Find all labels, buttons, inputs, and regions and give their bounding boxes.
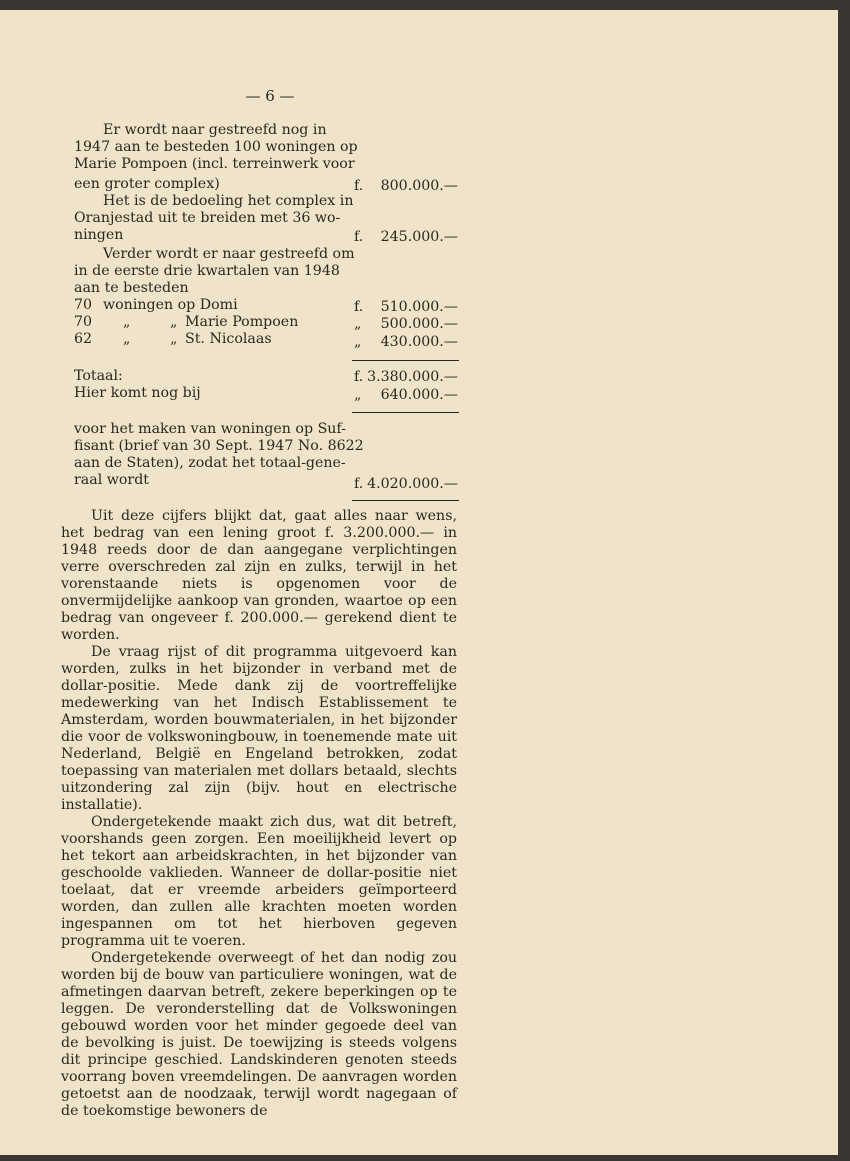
suffisant-line: voor het maken van woningen op Suf- — [74, 421, 346, 437]
ditto-mark: „ — [170, 331, 178, 347]
suffisant-line: aan de Staten), zodat het totaal-gene- — [74, 455, 346, 471]
currency-mark: f. — [354, 229, 364, 245]
ditto-mark: „ — [123, 314, 131, 330]
intro-line: Verder wordt er naar gestreefd om — [103, 246, 355, 262]
schedule-count: 70 — [74, 297, 93, 313]
intro-line: 1947 aan te besteden 100 woningen op — [74, 139, 358, 155]
extra-amount: 640.000.— — [380, 387, 458, 403]
amount: 430.000.— — [380, 334, 458, 350]
schedule-count: 70 — [74, 314, 93, 330]
totaal-amount: 3.380.000.— — [367, 369, 458, 385]
currency-mark: „ — [354, 387, 362, 403]
suffisant-line: fisant (brief van 30 Sept. 1947 No. 8622 — [74, 438, 364, 454]
intro-line: in de eerste drie kwartalen van 1948 — [74, 263, 340, 279]
sum-rule — [352, 500, 459, 501]
totaal-label: Totaal: — [74, 368, 123, 384]
paragraph: De vraag rijst of dit programma uitgevoerd kan worden, zulks in het bijzonder in verband met de dollar-positie. Mede dank zij de voortreffelijke medewerking van het Indisch Establissement te Amsterdam, worden bouwmaterialen, in het bijzonder die voor de volkswoningbouw, in toenemende mate uit Nederland, België en Engeland betrokken, zodat toepassing van materialen met dollars betaald, slechts uitzondering zal zijn (bijv. hout en electrische installatie). — [61, 644, 457, 813]
amount: 800.000.— — [380, 178, 458, 194]
intro-line: aan te besteden — [74, 280, 189, 296]
paragraph: Ondergetekende maakt zich dus, wat dit betreft, voorshands geen zorgen. Een moeilijkheid levert op het tekort aan arbeidskrachten, in het bijzonder van geschoolde vaklieden. Wanneer de dollar-positie niet toelaat, dat er vreemde arbeiders geïmporteerd worden, dan zullen alle krachten moeten worden ingespannen om tot het hierboven gegeven programma uit te voeren. — [61, 814, 457, 949]
schedule-count: 62 — [74, 331, 93, 347]
scan-bottom-border — [0, 1155, 850, 1161]
scan-right-border — [838, 0, 850, 1161]
intro-line: Er wordt naar gestreefd nog in — [103, 122, 327, 138]
currency-mark: „ — [354, 334, 362, 350]
currency-mark: f. — [354, 476, 364, 492]
suffisant-line: raal wordt — [74, 472, 149, 488]
intro-line: Marie Pompoen (incl. terreinwerk voor — [74, 156, 355, 172]
intro-line: Oranjestad uit te breiden met 36 wo- — [74, 210, 341, 226]
sum-rule — [352, 360, 459, 361]
sum-rule — [352, 412, 459, 413]
scan-top-border — [0, 0, 850, 10]
currency-mark: „ — [354, 316, 362, 332]
page-number: — 6 — — [245, 87, 295, 105]
intro-line: Het is de bedoeling het complex in — [103, 193, 354, 209]
ditto-mark: „ — [123, 331, 131, 347]
amount: 500.000.— — [380, 316, 458, 332]
currency-mark: f. — [354, 178, 364, 194]
body-text — [61, 508, 457, 1120]
intro-line: ningen — [74, 227, 124, 243]
currency-mark: f. — [354, 369, 364, 385]
schedule-place: St. Nicolaas — [185, 331, 272, 347]
paragraph: Ondergetekende overweegt of het dan nodig zou worden bij de bouw van particuliere woningen, wat de afmetingen daarvan betreft, zekere beperkingen op te leggen. De veronderstelling dat de Volkswoningen gebouwd worden voor het minder gegoede deel van de bevolking is juist. De toewijzing is steeds volgens dit principe geschied. Landskinderen genoten steeds voorrang boven vreemdelingen. De aanvragen worden getoetst aan de noodzaak, terwijl wordt nagegaan of de toekomstige bewoners de — [61, 950, 457, 1119]
ditto-mark: „ — [170, 314, 178, 330]
schedule-place: woningen op Domi — [103, 297, 238, 313]
currency-mark: f. — [354, 299, 364, 315]
schedule-place: Marie Pompoen — [185, 314, 299, 330]
intro-line: een groter complex) — [74, 176, 220, 192]
generaal-amount: 4.020.000.— — [367, 476, 458, 492]
amount: 510.000.— — [380, 299, 458, 315]
amount: 245.000.— — [380, 229, 458, 245]
paragraph: Uit deze cijfers blijkt dat, gaat alles naar wens, het bedrag van een lening groot f. 3.200.000.— in 1948 reeds door de dan aangegane verplichtingen verre overschreden zal zijn en zulks, terwijl in het vorenstaande niets is opgenomen voor de onvermijdelijke aankoop van gronden, waartoe op een bedrag van ongeveer f. 200.000.— gerekend dient te worden. — [61, 508, 457, 643]
extra-label: Hier komt nog bij — [74, 385, 201, 401]
